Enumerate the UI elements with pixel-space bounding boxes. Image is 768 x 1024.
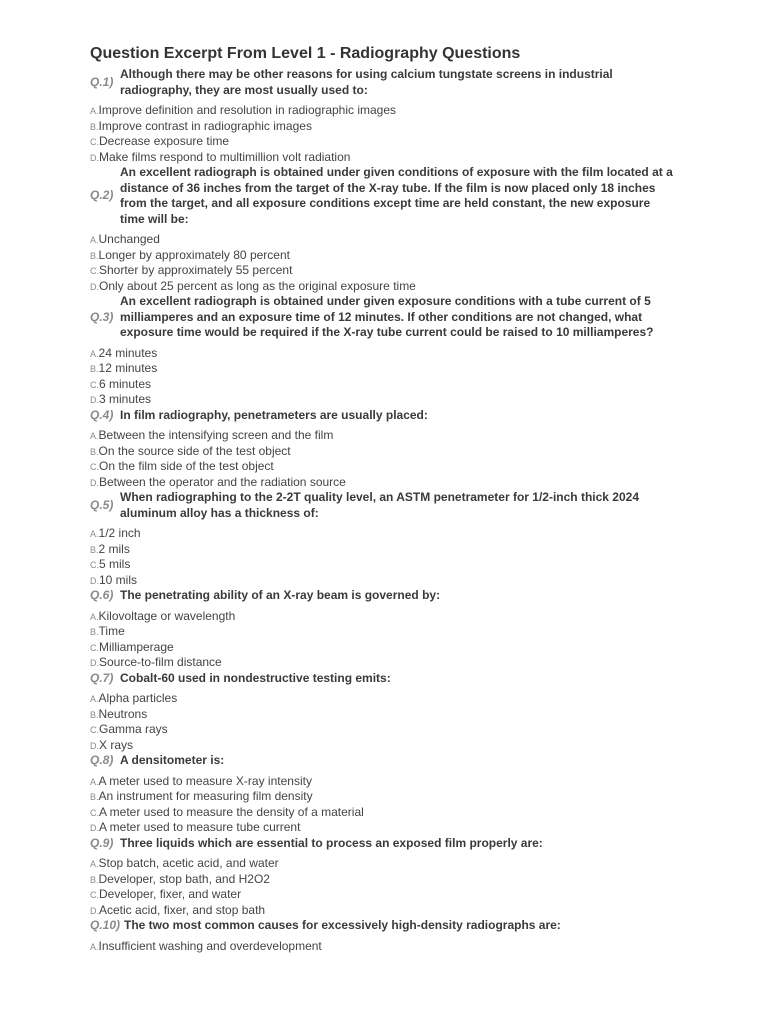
answer-options [90, 939, 678, 955]
option-text: An instrument for measuring film density [98, 789, 313, 803]
option-text: Source-to-film distance [99, 655, 222, 669]
option-text: Neutrons [98, 706, 148, 721]
option-text: Between the intensifying screen and the film [98, 428, 334, 442]
option-text: 12 minutes [98, 361, 158, 375]
question-header [90, 671, 678, 687]
option-letter: D. [90, 395, 99, 405]
answer-option [90, 624, 678, 640]
option-letter: C. [90, 642, 99, 653]
option-text: Kilovoltage or wavelength [98, 608, 236, 623]
question-text: An excellent radiograph is obtained under given exposure conditions with a tube current of 5 milliamperes and an exposure time of 12 minutes. If other conditions are not changed, what exposure time would be required if the X-ray tube current could be raised to 10 milliamperes? [120, 294, 654, 339]
question-text: In film radiography, penetrameters are usually placed: [120, 407, 428, 422]
answer-option [90, 392, 678, 408]
question-block [90, 294, 678, 408]
option-letter: A. [90, 941, 99, 952]
answer-options [90, 609, 678, 671]
option-letter: B. [90, 709, 99, 720]
option-letter: A. [90, 611, 99, 622]
question-number: Q.8) [90, 753, 114, 767]
question-text: Three liquids which are essential to process an exposed film properly are: [120, 835, 543, 850]
option-letter: A. [90, 431, 99, 441]
answer-option [90, 134, 678, 150]
option-text: 24 minutes [98, 345, 158, 360]
option-letter: A. [90, 348, 99, 359]
question-text: Cobalt-60 used in nondestructive testing emits: [120, 670, 391, 685]
option-text: Decrease exposure time [99, 134, 230, 148]
question-header [90, 753, 678, 769]
question-list [90, 67, 678, 954]
option-letter: C. [90, 560, 99, 570]
question-block [90, 165, 678, 294]
option-letter: D. [90, 152, 99, 163]
option-letter: D. [90, 823, 99, 833]
option-text: A meter used to measure tube current [99, 820, 301, 834]
option-letter: B. [90, 364, 99, 374]
answer-option [90, 738, 678, 754]
question-block [90, 67, 678, 165]
option-letter: A. [90, 235, 99, 245]
answer-option [90, 263, 678, 279]
option-text: Acetic acid, fixer, and stop bath [99, 902, 266, 917]
question-text: A densitometer is: [120, 753, 225, 767]
answer-option [90, 609, 678, 625]
option-text: Time [98, 624, 125, 638]
option-letter: D. [90, 281, 99, 292]
question-header [90, 588, 678, 604]
question-header [90, 165, 678, 227]
option-text: Improve contrast in radiographic images [98, 118, 312, 133]
answer-option [90, 691, 678, 707]
option-text: Developer, stop bath, and H2O2 [98, 871, 270, 886]
option-letter: C. [90, 266, 99, 276]
answer-option [90, 150, 678, 166]
answer-option [90, 939, 678, 955]
answer-option [90, 526, 678, 542]
option-text: Developer, fixer, and water [99, 887, 242, 901]
question-block [90, 836, 678, 919]
answer-option [90, 361, 678, 377]
option-letter: A. [90, 776, 99, 787]
answer-option [90, 119, 678, 135]
answer-option [90, 475, 678, 491]
question-header [90, 836, 678, 852]
question-text: The two most common causes for excessively high-density radiographs are: [124, 918, 561, 932]
option-letter: D. [90, 658, 99, 668]
question-header [90, 490, 678, 521]
answer-option [90, 557, 678, 573]
option-text: Make films respond to multimillion volt radiation [99, 149, 351, 164]
answer-options [90, 428, 678, 490]
answer-options [90, 232, 678, 294]
answer-option [90, 789, 678, 805]
question-header [90, 408, 678, 424]
option-text: Gamma rays [99, 722, 168, 736]
option-letter: A. [90, 859, 99, 869]
option-text: A meter used to measure X-ray intensity [98, 773, 312, 788]
option-text: On the film side of the test object [99, 459, 274, 473]
question-header [90, 67, 678, 98]
answer-options [90, 774, 678, 836]
option-letter: C. [90, 725, 99, 735]
answer-option [90, 542, 678, 558]
page-title: Question Excerpt From Level 1 - Radiography Questions [90, 45, 521, 62]
answer-option [90, 872, 678, 888]
answer-options [90, 691, 678, 753]
option-letter: C. [90, 137, 99, 147]
answer-option [90, 774, 678, 790]
option-text: Milliamperage [99, 639, 174, 654]
question-block [90, 490, 678, 588]
answer-option [90, 232, 678, 248]
answer-option [90, 887, 678, 903]
answer-option [90, 655, 678, 671]
option-text: 6 minutes [99, 376, 152, 391]
question-text: When radiographing to the 2-2T quality level, an ASTM penetrameter for 1/2-inch thick 2024 aluminum alloy has a thickness of: [120, 490, 639, 520]
option-text: Between the operator and the radiation source [99, 474, 346, 489]
answer-option [90, 103, 678, 119]
question-block [90, 588, 678, 671]
answer-option [90, 346, 678, 362]
option-letter: C. [90, 807, 99, 818]
answer-option [90, 459, 678, 475]
answer-option [90, 279, 678, 295]
question-header [90, 918, 678, 934]
answer-option [90, 640, 678, 656]
option-text: 3 minutes [99, 392, 152, 406]
answer-option [90, 903, 678, 919]
option-letter: D. [90, 905, 99, 916]
question-block [90, 408, 678, 491]
question-text: Although there may be other reasons for using calcium tungstate screens in industrial radiography, they are most usually used to: [120, 67, 613, 97]
option-text: X rays [99, 737, 134, 752]
question-number: Q.1) [90, 74, 114, 89]
question-header [90, 294, 678, 341]
option-letter: D. [90, 575, 99, 586]
option-text: A meter used to measure the density of a material [99, 804, 364, 819]
answer-option [90, 707, 678, 723]
option-text: Alpha particles [98, 691, 178, 705]
question-number: Q.4) [90, 407, 114, 422]
option-text: Insufficient washing and overdevelopment [98, 938, 322, 953]
option-letter: A. [90, 694, 99, 704]
option-letter: B. [90, 446, 99, 457]
question-number: Q.3) [90, 309, 114, 324]
question-block [90, 671, 678, 754]
option-letter: B. [90, 874, 99, 885]
answer-option [90, 248, 678, 264]
answer-options [90, 103, 678, 165]
option-text: 2 mils [98, 541, 130, 556]
option-letter: A. [90, 529, 99, 539]
option-text: Shorter by approximately 55 percent [99, 263, 293, 277]
option-letter: C. [90, 379, 99, 390]
answer-option [90, 805, 678, 821]
option-letter: C. [90, 462, 99, 472]
option-text: Longer by approximately 80 percent [98, 247, 290, 262]
question-number: Q.6) [90, 588, 114, 602]
option-text: On the source side of the test object [98, 443, 291, 458]
option-text: Improve definition and resolution in radiographic images [98, 103, 397, 117]
option-letter: A. [90, 106, 99, 116]
option-letter: D. [90, 477, 99, 488]
question-number: Q.7) [90, 670, 114, 685]
question-number: Q.5) [90, 497, 114, 512]
answer-option [90, 444, 678, 460]
answer-option [90, 573, 678, 589]
option-letter: B. [90, 121, 99, 132]
option-text: Only about 25 percent as long as the original exposure time [99, 278, 416, 293]
answer-option [90, 428, 678, 444]
option-text: 5 mils [99, 557, 131, 571]
option-text: Unchanged [98, 232, 160, 246]
answer-option [90, 820, 678, 836]
option-letter: B. [90, 250, 99, 261]
answer-option [90, 722, 678, 738]
answer-options [90, 346, 678, 408]
question-block [90, 918, 678, 954]
answer-options [90, 526, 678, 588]
option-letter: B. [90, 544, 99, 555]
option-text: Stop batch, acetic acid, and water [98, 856, 279, 870]
question-number: Q.10) [90, 918, 121, 932]
option-text: 1/2 inch [98, 526, 141, 540]
question-text: An excellent radiograph is obtained under given conditions of exposure with the film located at a distance of 36 inches from the target of the X-ray tube. If the film is now placed only 18 inches from the target, and all exposure conditions except time are held constant, the new exposure time will be: [120, 165, 673, 226]
question-number: Q.9) [90, 835, 114, 850]
option-letter: C. [90, 890, 99, 900]
question-text: The penetrating ability of an X-ray beam is governed by: [120, 588, 441, 602]
option-letter: B. [90, 627, 99, 637]
option-letter: D. [90, 740, 99, 751]
option-letter: B. [90, 792, 99, 802]
answer-options [90, 856, 678, 918]
answer-option [90, 377, 678, 393]
option-text: 10 mils [99, 572, 138, 587]
answer-option [90, 856, 678, 872]
question-block [90, 753, 678, 836]
question-number: Q.2) [90, 188, 114, 203]
